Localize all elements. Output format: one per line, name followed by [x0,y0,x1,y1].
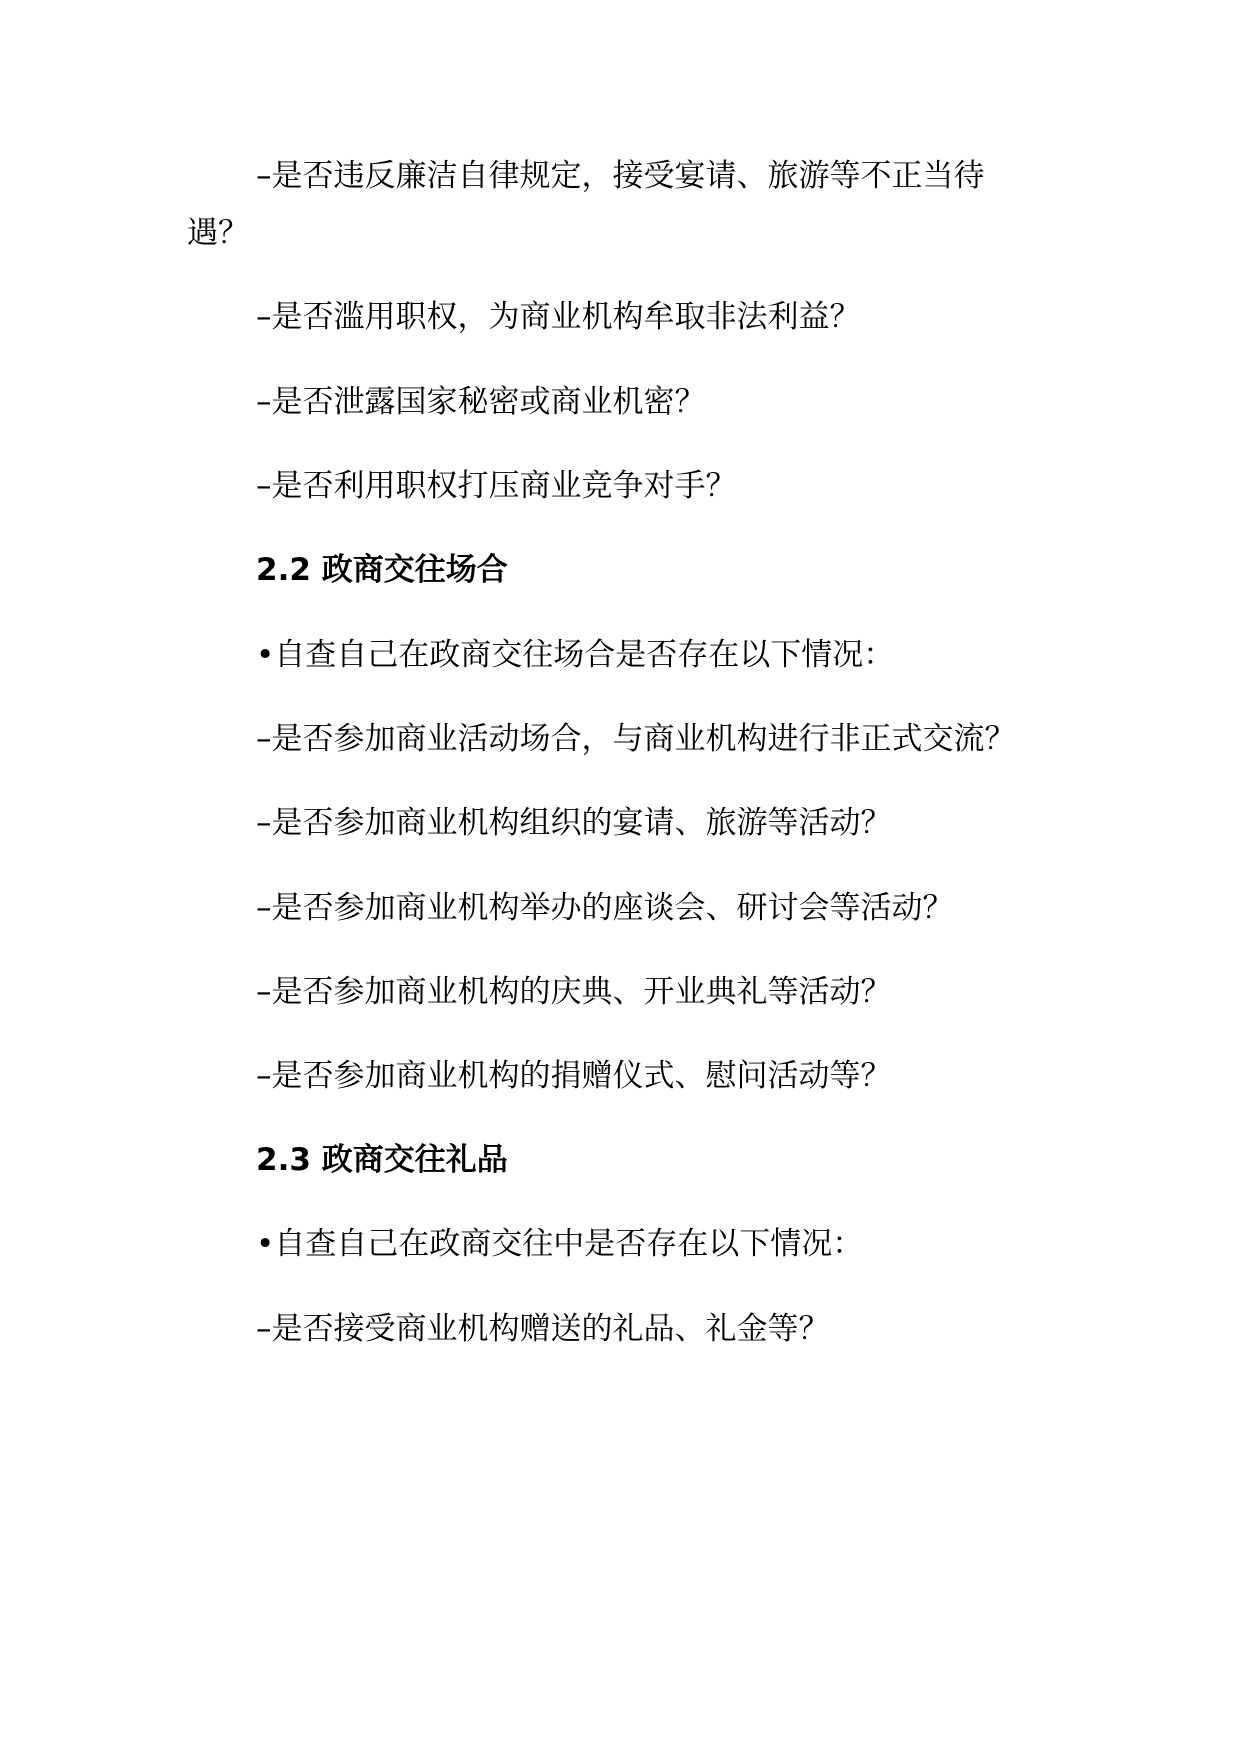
bullet-item: •自查自己在政商交往中是否存在以下情况： [256,1226,864,1262]
list-item: –是否滥用职权，为商业机构牟取非法利益？ [256,299,861,335]
section-heading: 2.2 政商交往场合 [256,552,508,588]
list-item: –是否接受商业机构赠送的礼品、礼金等？ [256,1311,830,1347]
list-item: –是否参加商业机构的捐赠仪式、慰问活动等？ [256,1058,892,1094]
list-item: –是否利用职权打压商业竞争对手？ [256,468,737,504]
list-item: –是否参加商业机构举办的座谈会、研讨会等活动？ [256,890,954,926]
bullet-item: •自查自己在政商交往场合是否存在以下情况： [256,637,895,673]
paragraph-line: –是否违反廉洁自律规定，接受宴请、旅游等不正当待 [256,158,985,194]
list-item: –是否参加商业机构组织的宴请、旅游等活动？ [256,805,892,841]
paragraph-line-continuation: 遇？ [187,215,249,251]
list-item: –是否泄露国家秘密或商业机密？ [256,384,706,420]
list-item: –是否参加商业机构的庆典、开业典礼等活动？ [256,974,892,1010]
section-heading: 2.3 政商交往礼品 [256,1142,508,1178]
list-item: –是否参加商业活动场合，与商业机构进行非正式交流？ [256,721,1016,757]
